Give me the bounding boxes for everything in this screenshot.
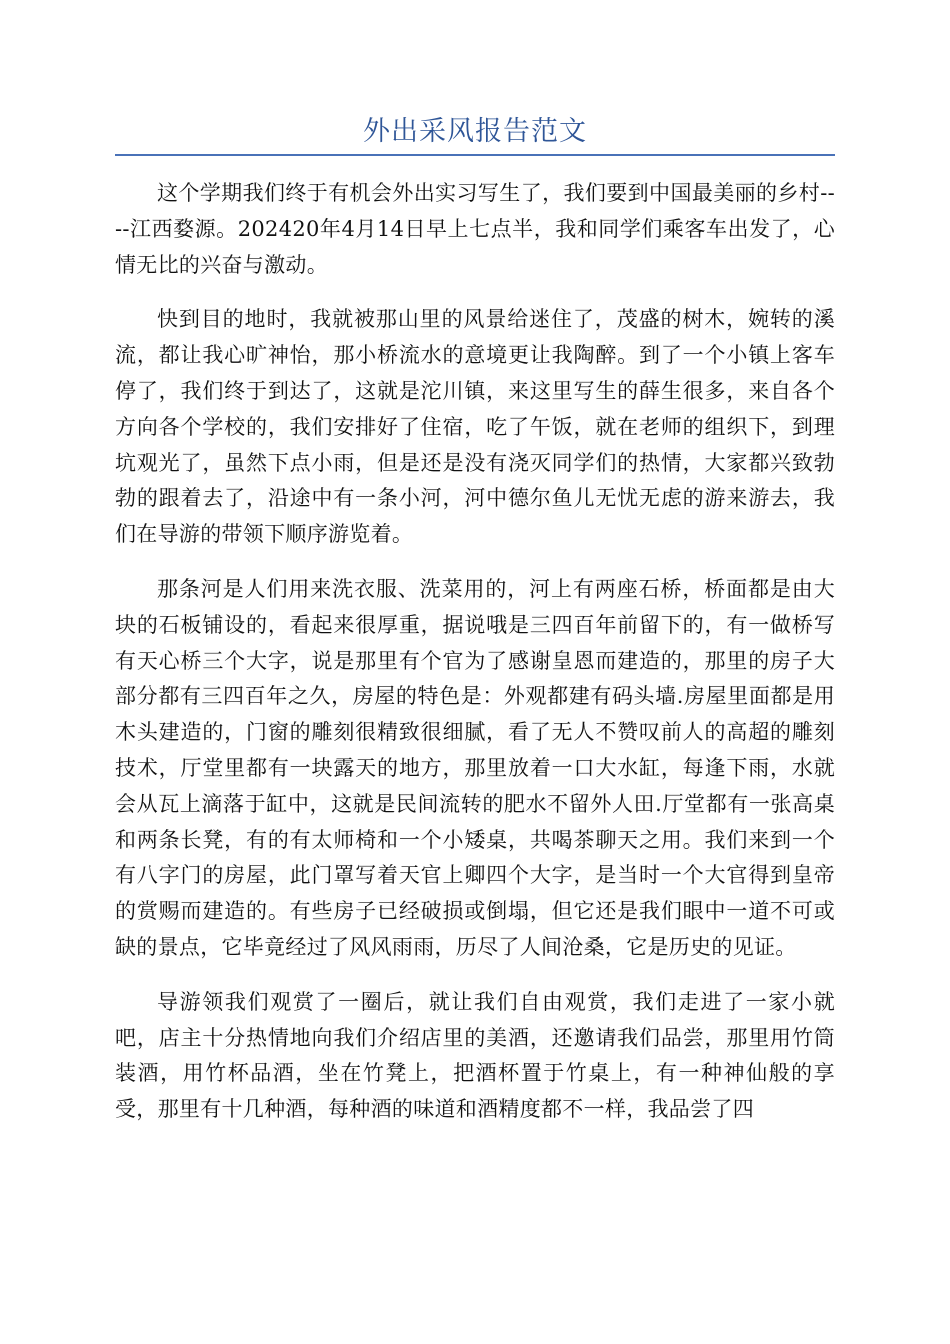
title-underline <box>115 154 835 156</box>
document-title: 外出采风报告范文 <box>363 116 587 147</box>
paragraph-3: 那条河是人们用来洗衣服、洗菜用的，河上有两座石桥，桥面都是由大块的石板铺设的，看起来很厚重，据说哦是三四百年前留下的，有一做桥写有天心桥三个大字，说是那里有个官为了感谢皇恩而建造的，那里的房子大部分都有三四百年之久，房屋的特色是：外观都建有码头墙.房屋里面都是用木头建造的，门窗的雕刻很精致很细腻，看了无人不赞叹前人的高超的雕刻技术，厅堂里都有一块露天的地方，那里放着一口大水缸，每逢下雨，水就会从瓦上滴落于缸中，这就是民间流转的肥水不留外人田.厅堂都有一张高桌和两条长凳，有的有太师椅和一个小矮桌，共喝茶聊天之用。我们来到一个有八字门的房屋，此门罩写着天官上卿四个大字，是当时一个大官得到皇帝的赏赐而建造的。有些房子已经破损或倒塌，但它还是我们眼中一道不可或缺的景点，它毕竟经过了风风雨雨，历尽了人间沧桑，它是历史的见证。 <box>115 576 835 959</box>
paragraph-1: 这个学期我们终于有机会外出实习写生了，我们要到中国最美丽的乡村----江西婺源。202420年4月14日早上七点半，我和同学们乘客车出发了，心情无比的兴奋与激动。 <box>115 181 835 277</box>
paragraph-2: 快到目的地时，我就被那山里的风景给迷住了，茂盛的树木，婉转的溪流，都让我心旷神怡，那小桥流水的意境更让我陶醉。到了一个小镇上客车停了，我们终于到达了，这就是沱川镇，来这里写生的薛生很多，来自各个方向各个学校的，我们安排好了住宿，吃了午饭，就在老师的组织下，到理坑观光了，虽然下点小雨，但是还是没有浇灭同学们的热情，大家都兴致勃勃的跟着去了，沿途中有一条小河，河中德尔鱼儿无忧无虑的游来游去，我们在导游的带领下顺序游览着。 <box>115 307 835 547</box>
document-body <box>115 176 835 1147</box>
paragraph-4: 导游领我们观赏了一圈后，就让我们自由观赏，我们走进了一家小就吧，店主十分热情地向我们介绍店里的美酒，还邀请我们品尝，那里用竹筒装酒，用竹杯品酒，坐在竹凳上，把酒杯置于竹桌上，有一种神仙般的享受，那里有十几种酒，每种酒的味道和酒精度都不一样，我品尝了四 <box>115 989 835 1122</box>
